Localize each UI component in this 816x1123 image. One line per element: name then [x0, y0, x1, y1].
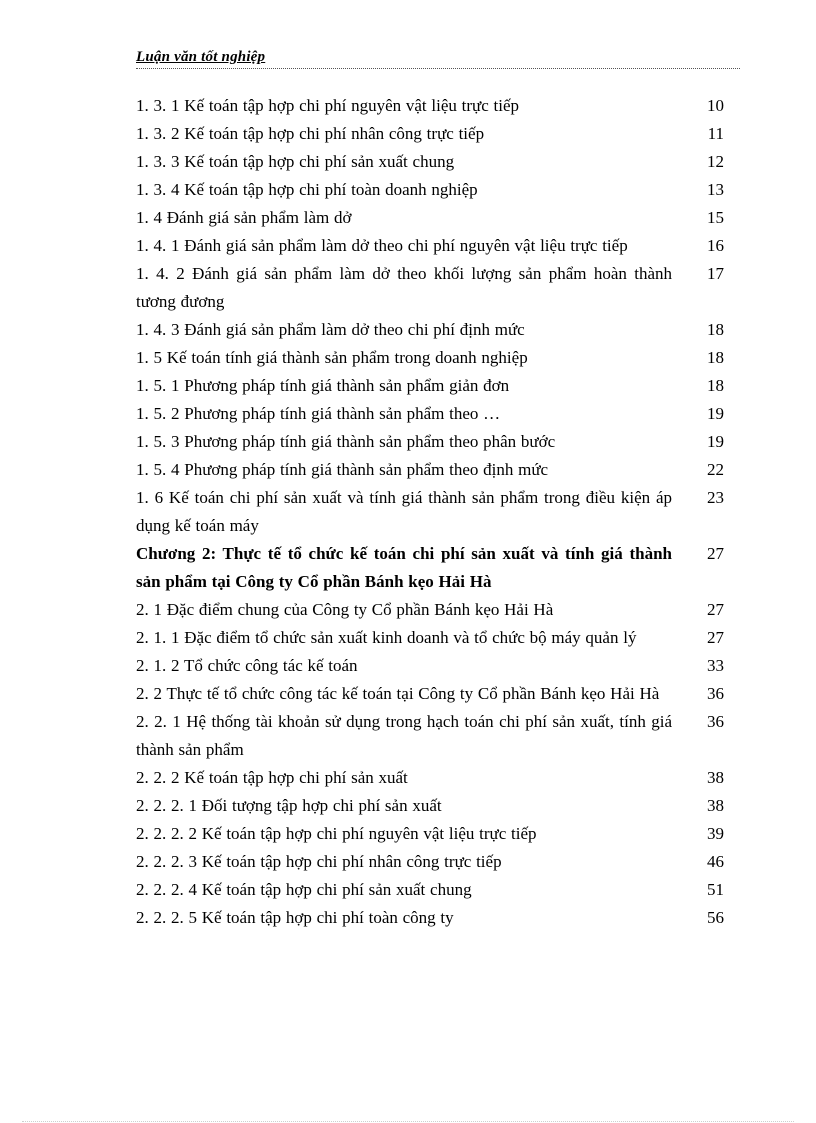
toc-entry-page: 19 [707, 432, 724, 451]
toc-entry-page: 33 [707, 656, 724, 675]
toc-entry-title: 1. 5. 1 Phương pháp tính giá thành sản phẩm giản đơn [136, 376, 510, 395]
table-of-contents [136, 92, 724, 932]
toc-entry-title: 2. 1. 1 Đặc điểm tổ chức sản xuất kinh doanh và tổ chức bộ máy quản lý [136, 628, 637, 647]
toc-entry-page: 18 [707, 320, 724, 339]
toc-entry-title: 2. 2. 1 Hệ thống tài khoản sử dụng trong hạch toán chi phí sản xuất, tính giá thành sản phẩm [136, 712, 672, 759]
toc-entry [136, 764, 724, 792]
toc-entry-page: 36 [707, 684, 724, 703]
toc-entry-title: Chương 2: Thực tế tổ chức kế toán chi phí sản xuất và tính giá thành sản phẩm tại Công ty Cổ phần Bánh kẹo Hải Hà [136, 544, 672, 591]
toc-entry-title: 1. 4. 1 Đánh giá sản phẩm làm dở theo chi phí nguyên vật liệu trực tiếp [136, 236, 628, 255]
toc-entry-title: 1. 3. 4 Kế toán tập hợp chi phí toàn doanh nghiệp [136, 180, 478, 199]
toc-entry-page: 23 [707, 488, 724, 507]
toc-entry [136, 848, 724, 876]
toc-entry [136, 680, 724, 708]
page-header [136, 46, 740, 69]
toc-entry-title: 1. 4. 2 Đánh giá sản phẩm làm dở theo khối lượng sản phẩm hoàn thành tương đương [136, 264, 672, 311]
toc-entry [136, 120, 724, 148]
toc-entry-title: 1. 3. 1 Kế toán tập hợp chi phí nguyên vật liệu trực tiếp [136, 96, 520, 115]
toc-entry [136, 456, 724, 484]
toc-entry [136, 624, 724, 652]
toc-entry-title: 1. 5. 4 Phương pháp tính giá thành sản phẩm theo định mức [136, 460, 549, 479]
toc-entry [136, 232, 724, 260]
toc-entry-page: 13 [707, 180, 724, 199]
toc-entry-title: 1. 6 Kế toán chi phí sản xuất và tính giá thành sản phẩm trong điều kiện áp dụng kế toán máy [136, 488, 672, 535]
toc-entry-page: 15 [707, 208, 724, 227]
toc-entry-page: 18 [707, 376, 724, 395]
toc-entry-page: 27 [707, 628, 724, 647]
toc-entry-title: 2. 2. 2. 3 Kế toán tập hợp chi phí nhân công trực tiếp [136, 852, 502, 871]
toc-entry-page: 18 [707, 348, 724, 367]
toc-entry [136, 876, 724, 904]
toc-entry-page: 56 [707, 908, 724, 927]
header-title: Luận văn tốt nghiệp [136, 49, 266, 65]
toc-entry-page: 39 [707, 824, 724, 843]
toc-entry [136, 540, 724, 596]
toc-entry [136, 484, 724, 540]
toc-entry [136, 820, 724, 848]
toc-entry-title: 1. 4 Đánh giá sản phẩm làm dở [136, 208, 352, 227]
toc-entry [136, 176, 724, 204]
toc-entry-title: 2. 1 Đặc điểm chung của Công ty Cổ phần Bánh kẹo Hải Hà [136, 600, 554, 619]
toc-entry-page: 27 [707, 544, 724, 563]
toc-entry-title: 2. 2. 2. 1 Đối tượng tập hợp chi phí sản xuất [136, 796, 442, 815]
toc-entry [136, 652, 724, 680]
toc-entry-page: 19 [707, 404, 724, 423]
toc-entry-page: 16 [707, 236, 724, 255]
toc-entry-page: 11 [707, 124, 724, 143]
toc-entry-title: 1. 3. 3 Kế toán tập hợp chi phí sản xuất chung [136, 152, 455, 171]
toc-entry [136, 148, 724, 176]
toc-entry-page: 17 [707, 264, 724, 283]
toc-entry [136, 596, 724, 624]
toc-entry [136, 260, 724, 316]
toc-entry-page: 12 [707, 152, 724, 171]
toc-entry [136, 708, 724, 764]
toc-entry-title: 2. 2. 2. 4 Kế toán tập hợp chi phí sản xuất chung [136, 880, 472, 899]
toc-entry-page: 38 [707, 796, 724, 815]
toc-entry [136, 792, 724, 820]
toc-entry-title: 2. 2. 2. 5 Kế toán tập hợp chi phí toàn công ty [136, 908, 454, 927]
toc-entry [136, 372, 724, 400]
toc-entry-title: 2. 2. 2. 2 Kế toán tập hợp chi phí nguyên vật liệu trực tiếp [136, 824, 537, 843]
toc-entry-title: 1. 5. 2 Phương pháp tính giá thành sản phẩm theo … [136, 404, 501, 423]
toc-entry [136, 400, 724, 428]
toc-entry-page: 46 [707, 852, 724, 871]
toc-entry-title: 2. 2. 2 Kế toán tập hợp chi phí sản xuất [136, 768, 408, 787]
toc-entry-title: 1. 5. 3 Phương pháp tính giá thành sản phẩm theo phân bước [136, 432, 556, 451]
toc-entry-page: 36 [707, 712, 724, 731]
footer-divider [22, 1121, 794, 1122]
toc-entry [136, 92, 724, 120]
toc-entry-title: 1. 3. 2 Kế toán tập hợp chi phí nhân công trực tiếp [136, 124, 485, 143]
toc-entry-title: 1. 5 Kế toán tính giá thành sản phẩm trong doanh nghiệp [136, 348, 528, 367]
toc-entry [136, 204, 724, 232]
toc-entry [136, 344, 724, 372]
toc-entry-page: 22 [707, 460, 724, 479]
toc-entry [136, 428, 724, 456]
toc-entry-page: 38 [707, 768, 724, 787]
toc-entry-title: 2. 2 Thực tế tổ chức công tác kế toán tại Công ty Cổ phần Bánh kẹo Hải Hà [136, 684, 660, 703]
toc-entry-page: 27 [707, 600, 724, 619]
toc-entry [136, 904, 724, 932]
toc-entry-page: 51 [707, 880, 724, 899]
toc-entry-title: 1. 4. 3 Đánh giá sản phẩm làm dở theo chi phí định mức [136, 320, 525, 339]
toc-entry [136, 316, 724, 344]
toc-entry-page: 10 [707, 96, 724, 115]
toc-entry-title: 2. 1. 2 Tổ chức công tác kế toán [136, 656, 358, 675]
